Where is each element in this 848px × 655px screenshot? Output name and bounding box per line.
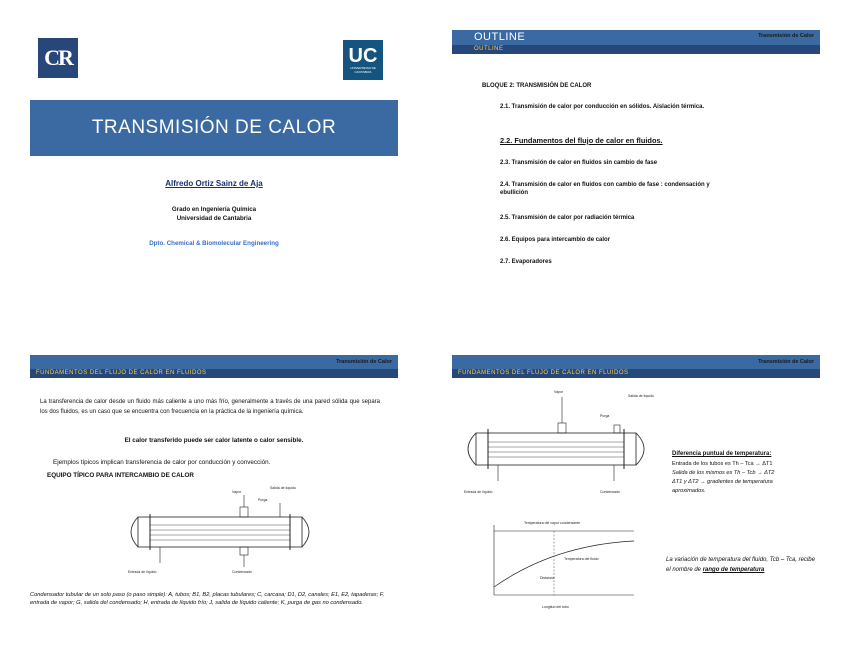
condensado-label: Condensado: [232, 570, 252, 574]
entrada-liquido-label: Entrada de líquido: [464, 490, 493, 494]
slide-fundamentos-1[interactable]: [30, 355, 398, 627]
uc-logo-text: UC: [348, 45, 378, 67]
vapor-label: Vapor: [554, 390, 564, 394]
purga-label: Purga: [600, 414, 610, 418]
department: Dpto. Chemical & Biomolecular Engineering: [149, 240, 279, 247]
cr-logo: [38, 38, 78, 78]
title-band: [30, 100, 398, 156]
diagram-caption: Condensador tubular de un solo paso (o paso simple): A, tubos; B1, B2, placas tubulares; C, carcasa; D1, D2, canales; E1, E2, tapaderas; F, entrada de vapor; G, salida del condensado; H, entrada de líquido frío; J, salida de líquido caliente; K, purga de gas no condensado.: [30, 592, 385, 606]
outline-item: 2.4. Transmisión de calor en fluidos con cambio de fase : condensación y ebullición: [500, 182, 710, 196]
condensado-label: Condensado: [600, 490, 620, 494]
header-course: Transmisión de Calor: [336, 359, 392, 365]
entrada-liquido-label: Entrada de líquido: [128, 570, 157, 574]
slide-title-text: TRANSMISIÓN DE CALOR: [91, 117, 337, 138]
header-course: Transmisión de Calor: [758, 359, 814, 365]
condenser-diagram: [120, 481, 320, 589]
sub-title: OUTLINE: [474, 46, 504, 52]
university: Universidad de Cantabria: [176, 215, 252, 222]
outline-item: 2.6. Equipos para intercambio de calor: [500, 237, 611, 243]
vapor-label: Vapor: [232, 490, 242, 494]
sub-title: FUNDAMENTOS DEL FLUJO DE CALOR EN FLUIDOS: [458, 370, 629, 376]
graph-mid-label: Temperatura del fluido: [564, 557, 599, 561]
slide-header: [452, 30, 820, 45]
diff-line: aproximados.: [672, 488, 706, 494]
diff-line: Salida de los mismos es Th – Tcb → ΔT2: [672, 470, 775, 476]
slide-header: [452, 355, 820, 369]
diff-line: Entrada de los tubos es Th – Tca → ΔT1: [672, 461, 773, 467]
header-course: Transmisión de Calor: [758, 33, 814, 39]
slide-outline[interactable]: [452, 30, 820, 302]
header-title: OUTLINE: [474, 31, 526, 43]
author: Alfredo Ortiz Sainz de Aja: [165, 179, 263, 188]
degree: Grado en Ingeniería Química: [171, 206, 257, 213]
latent-heat-text: El calor transferido puede ser calor latente o calor sensible.: [124, 437, 304, 444]
slide-fundamentos-2[interactable]: [452, 355, 820, 627]
outline-item: 2.7. Evaporadores: [500, 259, 552, 265]
outline-item: 2.5. Transmisión de calor por radiación térmica: [500, 215, 635, 221]
temperature-graph: [484, 515, 644, 613]
sub-title: FUNDAMENTOS DEL FLUJO DE CALOR EN FLUIDOS: [36, 370, 207, 376]
exchanger-diagram: [454, 385, 659, 497]
variation-text: [666, 555, 816, 575]
block-title: BLOQUE 2: TRANSMISIÓN DE CALOR: [482, 83, 592, 89]
equipment-heading: EQUIPO TÍPICO PARA INTERCAMBIO DE CALOR: [47, 472, 194, 479]
slide-header: [30, 355, 398, 369]
purga-label: Purga: [258, 498, 268, 502]
uc-logo: [343, 40, 383, 80]
slide-title[interactable]: [30, 30, 398, 302]
salida-liquido-label: Salida de líquido: [628, 394, 654, 398]
outline-item: 2.1. Transmisión de calor por conducción en sólidos. Aislación térmica.: [500, 104, 705, 110]
intro-paragraph: La transferencia de calor desde un fluido más caliente a uno más frío, generalmente a través de una pared sólida que separa los dos fluidos, es un caso que se encuentra con frecuencia en la práctica de la ingeniería química.: [40, 399, 380, 415]
diff-line: ΔT1 y ΔT2 → gradientes de temperatura: [672, 479, 773, 485]
cr-logo-text: CR: [44, 45, 72, 70]
range-term: rango de temperatura: [702, 567, 765, 573]
diff-title: Diferencia puntual de temperatura:: [672, 451, 772, 457]
outline-item: 2.3. Transmisión de calor en fluidos sin cambio de fase: [500, 160, 658, 166]
sub-bar: [452, 369, 820, 378]
sub-bar: [30, 369, 398, 378]
uc-logo-subtext: UNIVERSIDAD DE CANTABRIA: [350, 66, 376, 74]
graph-bottom-label: Longitud del tubo: [542, 605, 569, 609]
examples-text: Ejemplos típicos implican transferencia de calor por conducción y convección.: [53, 459, 271, 466]
graph-dist-label: Distancia: [540, 576, 555, 580]
variation-body: La variación de temperatura del fluido, Tcb – Tca, recibe el nombre de: [666, 557, 815, 573]
salida-liquido-label: Salida de líquido: [270, 486, 296, 490]
outline-item-current: 2.2. Fundamentos del flujo de calor en fluidos.: [500, 136, 663, 145]
graph-top-label: Temperatura del vapor condensante: [524, 521, 581, 525]
sub-bar: [452, 45, 820, 54]
